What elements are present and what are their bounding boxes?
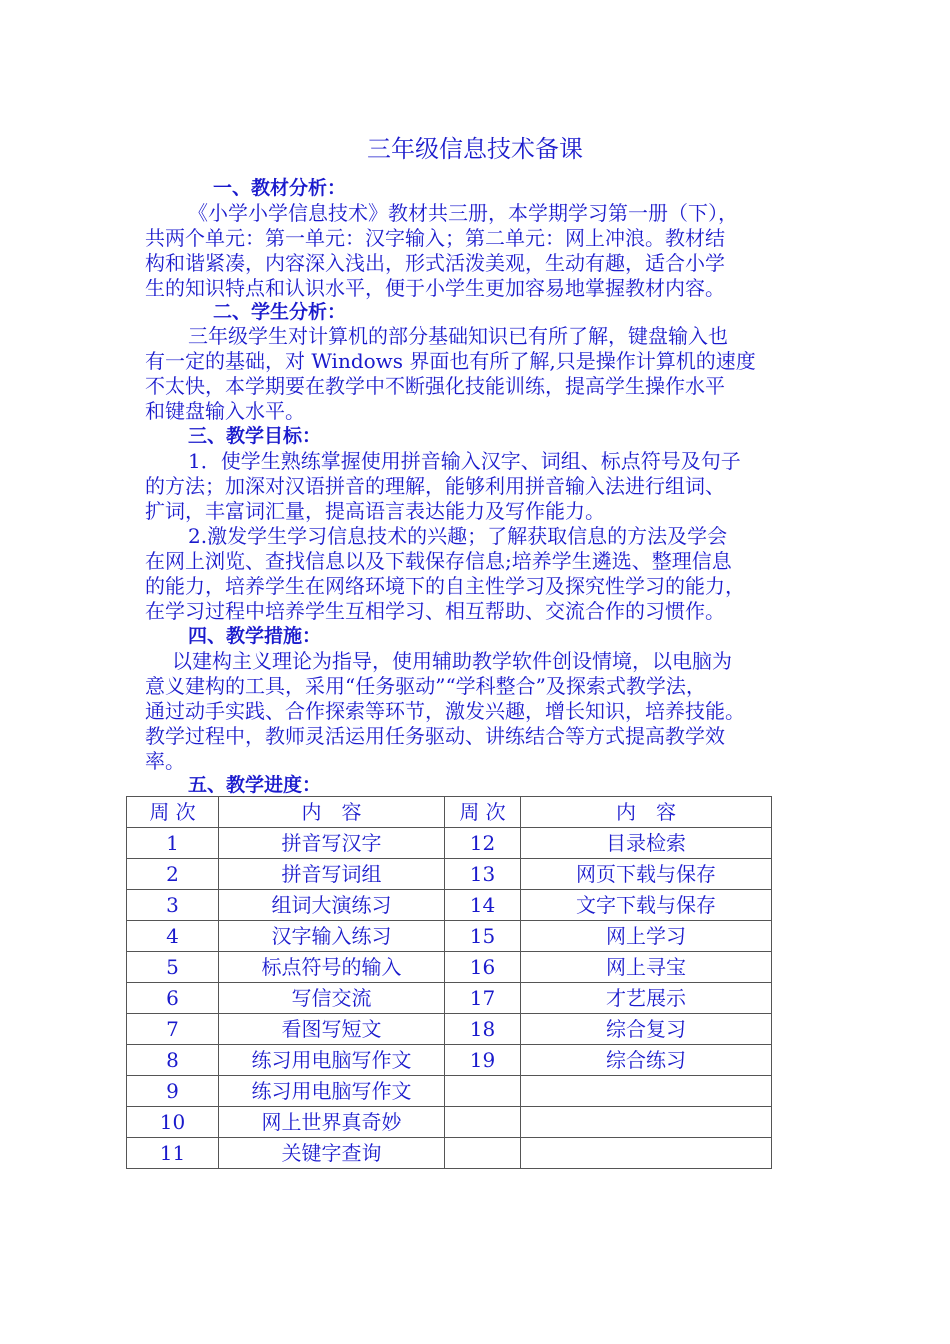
paragraph-line: 在学习过程中培养学生互相学习、相互帮助、交流合作的习惯作。	[145, 599, 725, 623]
table-cell: 写信交流	[219, 983, 445, 1014]
table-cell: 标点符号的输入	[219, 952, 445, 983]
table-cell: 综合练习	[521, 1045, 772, 1076]
table-cell: 网上学习	[521, 921, 772, 952]
paragraph-line: 扩词，丰富词汇量，提高语言表达能力及写作能力。	[145, 499, 605, 523]
table-cell: 6	[127, 983, 219, 1014]
table-cell: 看图写短文	[219, 1014, 445, 1045]
table-cell: 10	[127, 1107, 219, 1138]
paragraph-line: 的方法；加深对汉语拼音的理解，能够利用拼音输入法进行组词、	[145, 474, 725, 498]
table-cell: 1	[127, 828, 219, 859]
table-cell	[445, 1138, 521, 1169]
paragraph-line: 不太快，本学期要在教学中不断强化技能训练，提高学生操作水平	[145, 374, 725, 398]
table-cell: 8	[127, 1045, 219, 1076]
table-cell: 文字下载与保存	[521, 890, 772, 921]
table-header-row	[127, 797, 772, 828]
paragraph-line: 有一定的基础，对 Windows 界面也有所了解,只是操作计算机的速度	[145, 349, 756, 373]
table-cell: 19	[445, 1045, 521, 1076]
paragraph-line: 率。	[145, 749, 185, 773]
paragraph-line: 教学过程中，教师灵活运用任务驱动、讲练结合等方式提高教学效	[145, 724, 725, 748]
table-cell: 组词大演练习	[219, 890, 445, 921]
document-title: 三年级信息技术备课	[367, 135, 583, 163]
table-cell	[445, 1107, 521, 1138]
table-cell: 才艺展示	[521, 983, 772, 1014]
table-cell: 拼音写汉字	[219, 828, 445, 859]
paragraph-line: 在网上浏览、查找信息以及下载保存信息;培养学生遴选、整理信息	[145, 549, 732, 573]
table-row	[127, 1138, 772, 1169]
table-cell: 16	[445, 952, 521, 983]
paragraph-line: 共两个单元：第一单元：汉字输入；第二单元：网上冲浪。教材结	[145, 226, 725, 250]
paragraph-line: 三年级学生对计算机的部分基础知识已有所了解，键盘输入也	[188, 324, 728, 348]
table-row	[127, 890, 772, 921]
table-row	[127, 1045, 772, 1076]
table-cell: 网页下载与保存	[521, 859, 772, 890]
section-heading-materials: 一、教材分析：	[213, 177, 347, 199]
table-cell: 综合复习	[521, 1014, 772, 1045]
section-heading-goals: 三、教学目标：	[188, 425, 322, 447]
table-cell: 目录检索	[521, 828, 772, 859]
paragraph-line: 意义建构的工具，采用“任务驱动”“学科整合”及探索式教学法，	[145, 674, 706, 698]
table-row	[127, 1076, 772, 1107]
table-cell: 18	[445, 1014, 521, 1045]
header-content: 内 容	[521, 797, 772, 828]
paragraph-line: 2.激发学生学习信息技术的兴趣；了解获取信息的方法及学会	[188, 524, 728, 548]
table-cell: 12	[445, 828, 521, 859]
table-cell: 汉字输入练习	[219, 921, 445, 952]
paragraph-line: 生的知识特点和认识水平，便于小学生更加容易地掌握教材内容。	[145, 276, 725, 300]
table-cell	[521, 1107, 772, 1138]
paragraph-line: 《小学小学信息技术》教材共三册，本学期学习第一册（下），	[188, 201, 738, 225]
table-cell: 7	[127, 1014, 219, 1045]
table-cell: 2	[127, 859, 219, 890]
table-cell: 11	[127, 1138, 219, 1169]
schedule-table	[126, 796, 772, 1169]
table-row	[127, 983, 772, 1014]
header-week: 周 次	[127, 797, 219, 828]
table-cell: 17	[445, 983, 521, 1014]
table-cell	[521, 1076, 772, 1107]
section-heading-measures: 四、教学措施：	[188, 625, 322, 647]
table-cell	[521, 1138, 772, 1169]
table-row	[127, 921, 772, 952]
table-cell: 4	[127, 921, 219, 952]
table-cell	[445, 1076, 521, 1107]
table-row	[127, 952, 772, 983]
table-cell: 14	[445, 890, 521, 921]
paragraph-line: 1．使学生熟练掌握使用拼音输入汉字、词组、标点符号及句子	[188, 449, 741, 473]
table-cell: 13	[445, 859, 521, 890]
table-row	[127, 1014, 772, 1045]
table-cell: 9	[127, 1076, 219, 1107]
paragraph-line: 和键盘输入水平。	[145, 399, 305, 423]
paragraph-line: 通过动手实践、合作探索等环节，激发兴趣，增长知识，培养技能。	[145, 699, 745, 723]
table-cell: 练习用电脑写作文	[219, 1045, 445, 1076]
table-cell: 15	[445, 921, 521, 952]
paragraph-line: 的能力，培养学生在网络环境下的自主性学习及探究性学习的能力，	[145, 574, 745, 598]
table-cell: 关键字查询	[219, 1138, 445, 1169]
header-content: 内 容	[219, 797, 445, 828]
header-week: 周 次	[445, 797, 521, 828]
section-heading-students: 二、学生分析：	[213, 301, 347, 323]
paragraph-line: 以建构主义理论为指导，使用辅助教学软件创设情境，以电脑为	[172, 649, 732, 673]
table-cell: 3	[127, 890, 219, 921]
table-row	[127, 859, 772, 890]
paragraph-line: 构和谐紧凑，内容深入浅出，形式活泼美观，生动有趣，适合小学	[145, 251, 725, 275]
table-row	[127, 1107, 772, 1138]
section-heading-schedule: 五、教学进度：	[188, 774, 322, 796]
table-cell: 拼音写词组	[219, 859, 445, 890]
table-cell: 练习用电脑写作文	[219, 1076, 445, 1107]
table-row	[127, 828, 772, 859]
table-cell: 网上寻宝	[521, 952, 772, 983]
table-cell: 网上世界真奇妙	[219, 1107, 445, 1138]
table-cell: 5	[127, 952, 219, 983]
